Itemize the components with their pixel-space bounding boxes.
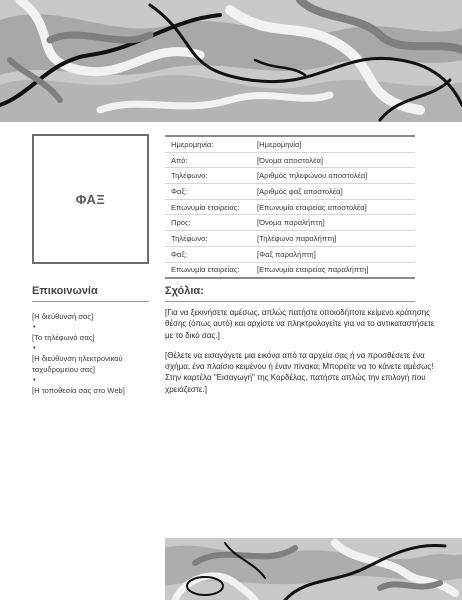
row-label: Φαξ: [165,246,254,262]
row-label: Φαξ: [165,184,254,200]
table-row [165,199,415,215]
table-row [165,262,415,278]
row-label: Προς: [165,215,254,231]
notes-body [165,307,435,404]
notes-divider [165,301,415,302]
row-value[interactable]: [Επωνυμία εταιρείας παραλήπτη] [257,265,369,275]
table-row [165,184,415,200]
marble-banner-image [0,0,462,122]
table-row [165,246,415,262]
table-row [165,231,415,247]
fax-info-table [165,135,415,279]
table-row [165,215,415,231]
row-value[interactable]: [Όνομα αποστολέα] [254,152,415,168]
row-value[interactable]: [Ημερομηνία] [254,136,415,152]
row-label: Τηλέφωνο: [165,168,254,184]
fax-title: ΦΑΞ [75,191,106,207]
row-label: Επωνυμία εταιρείας: [171,265,240,275]
contact-list [32,311,157,396]
row-value[interactable]: [Αριθμός τηλεφώνου αποστολέα] [254,168,415,184]
contact-website[interactable]: [Η τοποθεσία σας στο Web] [32,386,125,395]
contact-heading: Επικοινωνία [32,285,98,297]
contact-address[interactable]: [Η διεύθυνσή σας] [32,312,94,321]
row-value[interactable]: [Αριθμός φαξ αποστολέα] [254,184,415,200]
row-label: Ημερομηνία: [165,136,254,152]
bullet-separator: • [33,375,36,384]
row-value[interactable]: [Επωνυμία εταιρείας αποστολέα] [254,199,415,215]
contact-phone[interactable]: [Το τηλέφωνό σας] [32,333,95,342]
notes-heading: Σχόλια: [165,285,204,297]
contact-email[interactable]: [Η διεύθυνση ηλεκτρονικού ταχυδρομείου σας] [32,354,123,374]
row-label: Τηλέφωνο: [165,231,254,247]
table-row [165,168,415,184]
row-label: Επωνυμία εταιρείας: [165,199,254,215]
row-value[interactable]: [Όνομα παραλήπτη] [254,215,415,231]
table-row [165,136,415,152]
bullet-separator: • [33,322,36,331]
marble-footer-image [165,538,462,600]
bullet-separator: • [33,343,36,352]
row-label: Από: [165,152,254,168]
table-row [165,152,415,168]
row-value[interactable]: [Φαξ παραλήπτη] [254,246,415,262]
notes-paragraph-1[interactable]: [Για να ξεκινήσετε αμέσως, απλώς πατήστε οποιοδήποτε κείμενο κράτησης θέσης (όπως αυτό) και αρχίστε να πληκτρολογείτε για να το αντικαταστήσετε με το δικό σας.] [165,308,435,340]
row-value[interactable]: [Τηλέφωνο παραλήπτη] [254,231,415,247]
notes-paragraph-2[interactable]: [Θέλετε να εισαγάγετε μια εικόνα από τα αρχεία σας ή να προσθέσετε ένα σχήμα, ένα πλαίσιο κειμένου ή έναν πίνακα; Μπορείτε να το κάνετε αμέσως! Στην καρτέλα "Εισαγωγή" της Κορδέλας, πατήστε απλώς την επιλογή που χρειάζεστε.] [165,350,434,394]
fax-title-box [32,134,149,264]
contact-divider [32,301,149,302]
